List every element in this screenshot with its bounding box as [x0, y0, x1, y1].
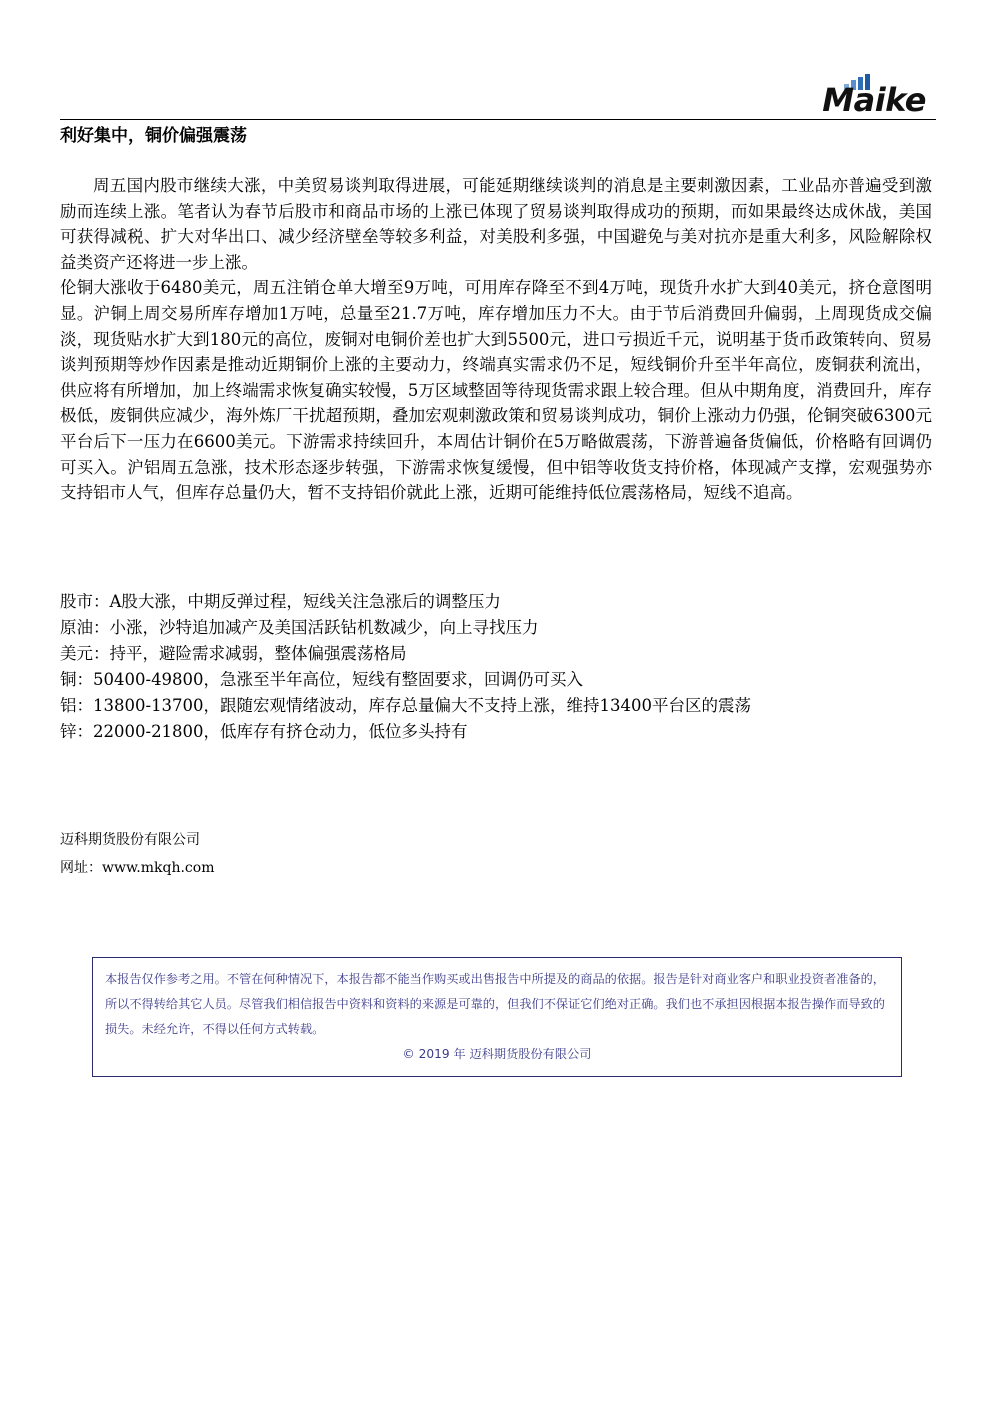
- website-link[interactable]: www.mkqh.com: [102, 860, 215, 876]
- article-title: 利好集中，铜价偏强震荡: [60, 126, 247, 146]
- summary-stocks: 股市：A股大涨，中期反弹过程，短线关注急涨后的调整压力: [60, 592, 501, 611]
- company-info: [60, 826, 214, 882]
- maike-logo: [796, 74, 926, 118]
- summary-copper: 铜：50400-49800，急涨至半年高位，短线有整固要求，回调仍可买入: [60, 670, 584, 689]
- copyright-notice: © 2019 年 迈科期货股份有限公司: [402, 1047, 592, 1061]
- market-summary-list: [60, 589, 932, 745]
- summary-zinc: 锌：22000-21800，低库存有挤仓动力，低位多头持有: [60, 722, 468, 741]
- paragraph-macro: 周五国内股市继续大涨，中美贸易谈判取得进展，可能延期继续谈判的消息是主要刺激因素，工业品亦普遍受到激励而连续上涨。笔者认为春节后股市和商品市场的上涨已体现了贸易谈判取得成功的预期，而如果最终达成休战，美国可获得减税、扩大对华出口、减少经济壁垒等较多利益，对美股利多强，中国避免与美对抗亦是重大利多，风险解除权益类资产还将进一步上涨。: [60, 176, 932, 272]
- header-divider: [60, 119, 936, 120]
- summary-usd: 美元：持平，避险需求减弱，整体偏强震荡格局: [60, 644, 407, 663]
- summary-crude-oil: 原油：小涨，沙特追加减产及美国活跃钻机数减少，向上寻找压力: [60, 618, 539, 637]
- article-body: [60, 173, 932, 506]
- summary-aluminum: 铝：13800-13700，跟随宏观情绪波动，库存总量偏大不支持上涨，维持13400平台区的震荡: [60, 696, 752, 715]
- disclaimer-box: [92, 957, 902, 1077]
- company-name: 迈科期货股份有限公司: [60, 832, 200, 848]
- website-label: 网址：: [60, 860, 102, 876]
- logo-wordmark: Maike: [822, 81, 926, 119]
- disclaimer-text: 本报告仅作参考之用。不管在何种情况下，本报告都不能当作购买或出售报告中所提及的商品的依据。报告是针对商业客户和职业投资者准备的，所以不得转给其它人员。尽管我们相信报告中资料和资料的来源是可靠的，但我们不保证它们绝对正确。我们也不承担因根据本报告操作而导致的损失。未经允许，不得以任何方式转载。: [105, 972, 885, 1036]
- paragraph-metals: 伦铜大涨收于6480美元，周五注销仓单大增至9万吨，可用库存降至不到4万吨，现货升水扩大到40美元，挤仓意图明显。沪铜上周交易所库存增加1万吨，总量至21.7万吨，库存增加压力不大。由于节后消费回升偏弱，上周现货成交偏淡，现货贴水扩大到180元的高位，废铜对电铜价差也扩大到5500元，进口亏损近千元，说明基于货币政策转向、贸易谈判预期等炒作因素是推动近期铜价上涨的主要动力，终端真实需求仍不足，短线铜价升至半年高位，废铜获利流出，供应将有所增加，加上终端需求恢复确实较慢，5万区域整固等待现货需求跟上较合理。但从中期角度，消费回升，库存极低，废铜供应减少，海外炼厂干扰超预期，叠加宏观刺激政策和贸易谈判成功，铜价上涨动力仍强，伦铜突破6300元平台后下一压力在6600美元。下游需求持续回升，本周估计铜价在5万略做震荡，下游普遍备货偏低，价格略有回调仍可买入。沪铝周五急涨，技术形态逐步转强，下游需求恢复缓慢，但中铝等收货支持价格，体现减产支撑，宏观强势亦支持铝市人气，但库存总量仍大，暂不支持铝价就此上涨，近期可能维持低位震荡格局，短线不追高。: [60, 278, 932, 503]
- company-website-line: [60, 854, 214, 882]
